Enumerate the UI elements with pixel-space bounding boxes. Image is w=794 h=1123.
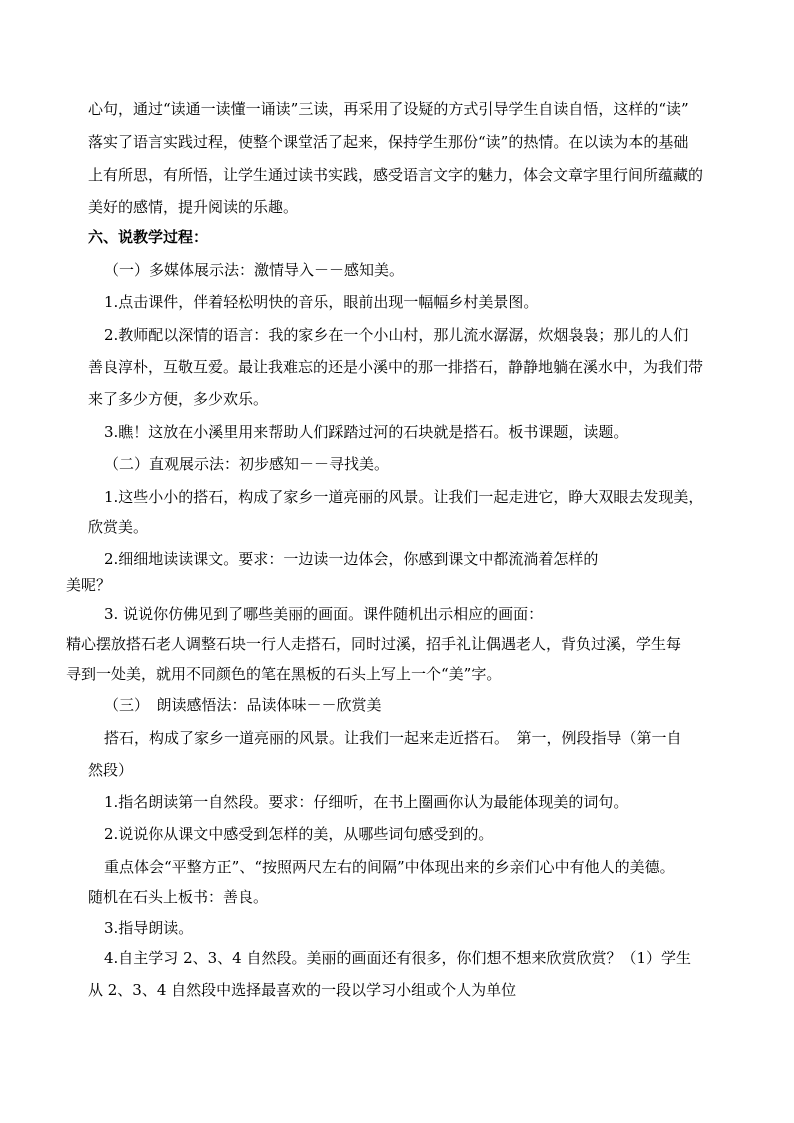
text-line: 上有所思，有所悟，让学生通过读书实践，感受语言文字的魅力，体会文章字里行间所蕴藏的	[88, 166, 704, 184]
text-line: 1.这些小小的搭石，构成了家乡一道亮丽的风景。让我们一起走进它，睁大双眼去发现美，	[104, 488, 704, 506]
text-line: 搭石，构成了家乡一道亮丽的风景。让我们一起来走近搭石。 第一，例段指导（第一自	[104, 729, 682, 747]
text-line: 来了多少方便，多少欢乐。	[88, 390, 269, 408]
text-line: 美好的感情，提升阅读的乐趣。	[88, 198, 299, 216]
text-line: 2.说说你从课文中感受到怎样的美，从哪些词句感受到的。	[104, 825, 494, 843]
text-line: 欣赏美。	[88, 518, 149, 536]
text-line: 落实了语言实践过程，使整个课堂活了起来，保持学生那份“读”的热情。在以读为本的基础	[88, 133, 689, 151]
text-line: 3.指导朗读。	[104, 919, 194, 937]
text-line: 3.瞧！这放在小溪里用来帮助人们踩踏过河的石块就是搭石。板书课题，读题。	[104, 423, 629, 441]
subsection-heading: （一）多媒体展示法：激情导入－－感知美。	[104, 261, 405, 279]
text-line: 从 2、3、4 自然段中选择最喜欢的一段以学习小组或个人为单位	[88, 981, 517, 999]
text-line: 2.教师配以深情的语言：我的家乡在一个小山村，那儿流水潺潺，炊烟袅袅；那儿的人们	[104, 326, 689, 344]
text-line: 2.细细地读读课文。要求：一边读一边体会，你感到课文中都流淌着怎样的	[104, 550, 599, 568]
text-line: 美呢？	[66, 576, 112, 594]
text-line: 心句，通过“读通一读懂一诵读”三读，再采用了设疑的方式引导学生自读自悟，这样的“读”	[88, 100, 689, 118]
subsection-heading: （二）直观展示法：初步感知－－寻找美。	[104, 455, 390, 473]
section-heading: 六、说教学过程：	[88, 228, 209, 246]
text-line: 3. 说说你仿佛见到了哪些美丽的画面。课件随机出示相应的画面：	[104, 605, 544, 623]
text-line: 然段）	[88, 761, 134, 779]
text-line: 随机在石头上板书：善良。	[88, 888, 269, 906]
text-line: 1.点击课件，伴着轻松明快的音乐，眼前出现一幅幅乡村美景图。	[104, 293, 539, 311]
text-line: 善良淳朴，互敬互爱。最让我难忘的还是小溪中的那一排搭石，静静地躺在溪水中，为我们带	[88, 358, 704, 376]
text-line: 寻到一处美，就用不同颜色的笔在黑板的石头上写上一个“美”字。	[66, 665, 502, 683]
text-line: 1.指名朗读第一自然段。要求：仔细听，在书上圈画你认为最能体现美的词句。	[104, 793, 629, 811]
text-line: 4.自主学习 2、3、4 自然段。美丽的画面还有很多，你们想不想来欣赏欣赏？（1）学生	[104, 949, 692, 967]
subsection-heading: （三） 朗读感悟法：品读体味－－欣赏美	[104, 696, 382, 714]
text-line: 重点体会“平整方正”、“按照两尺左右的间隔”中体现出来的乡亲们心中有他人的美德。	[104, 858, 675, 876]
text-line: 精心摆放搭石老人调整石块一行人走搭石，同时过溪，招手礼让偶遇老人，背负过溪，学生每	[66, 635, 682, 653]
